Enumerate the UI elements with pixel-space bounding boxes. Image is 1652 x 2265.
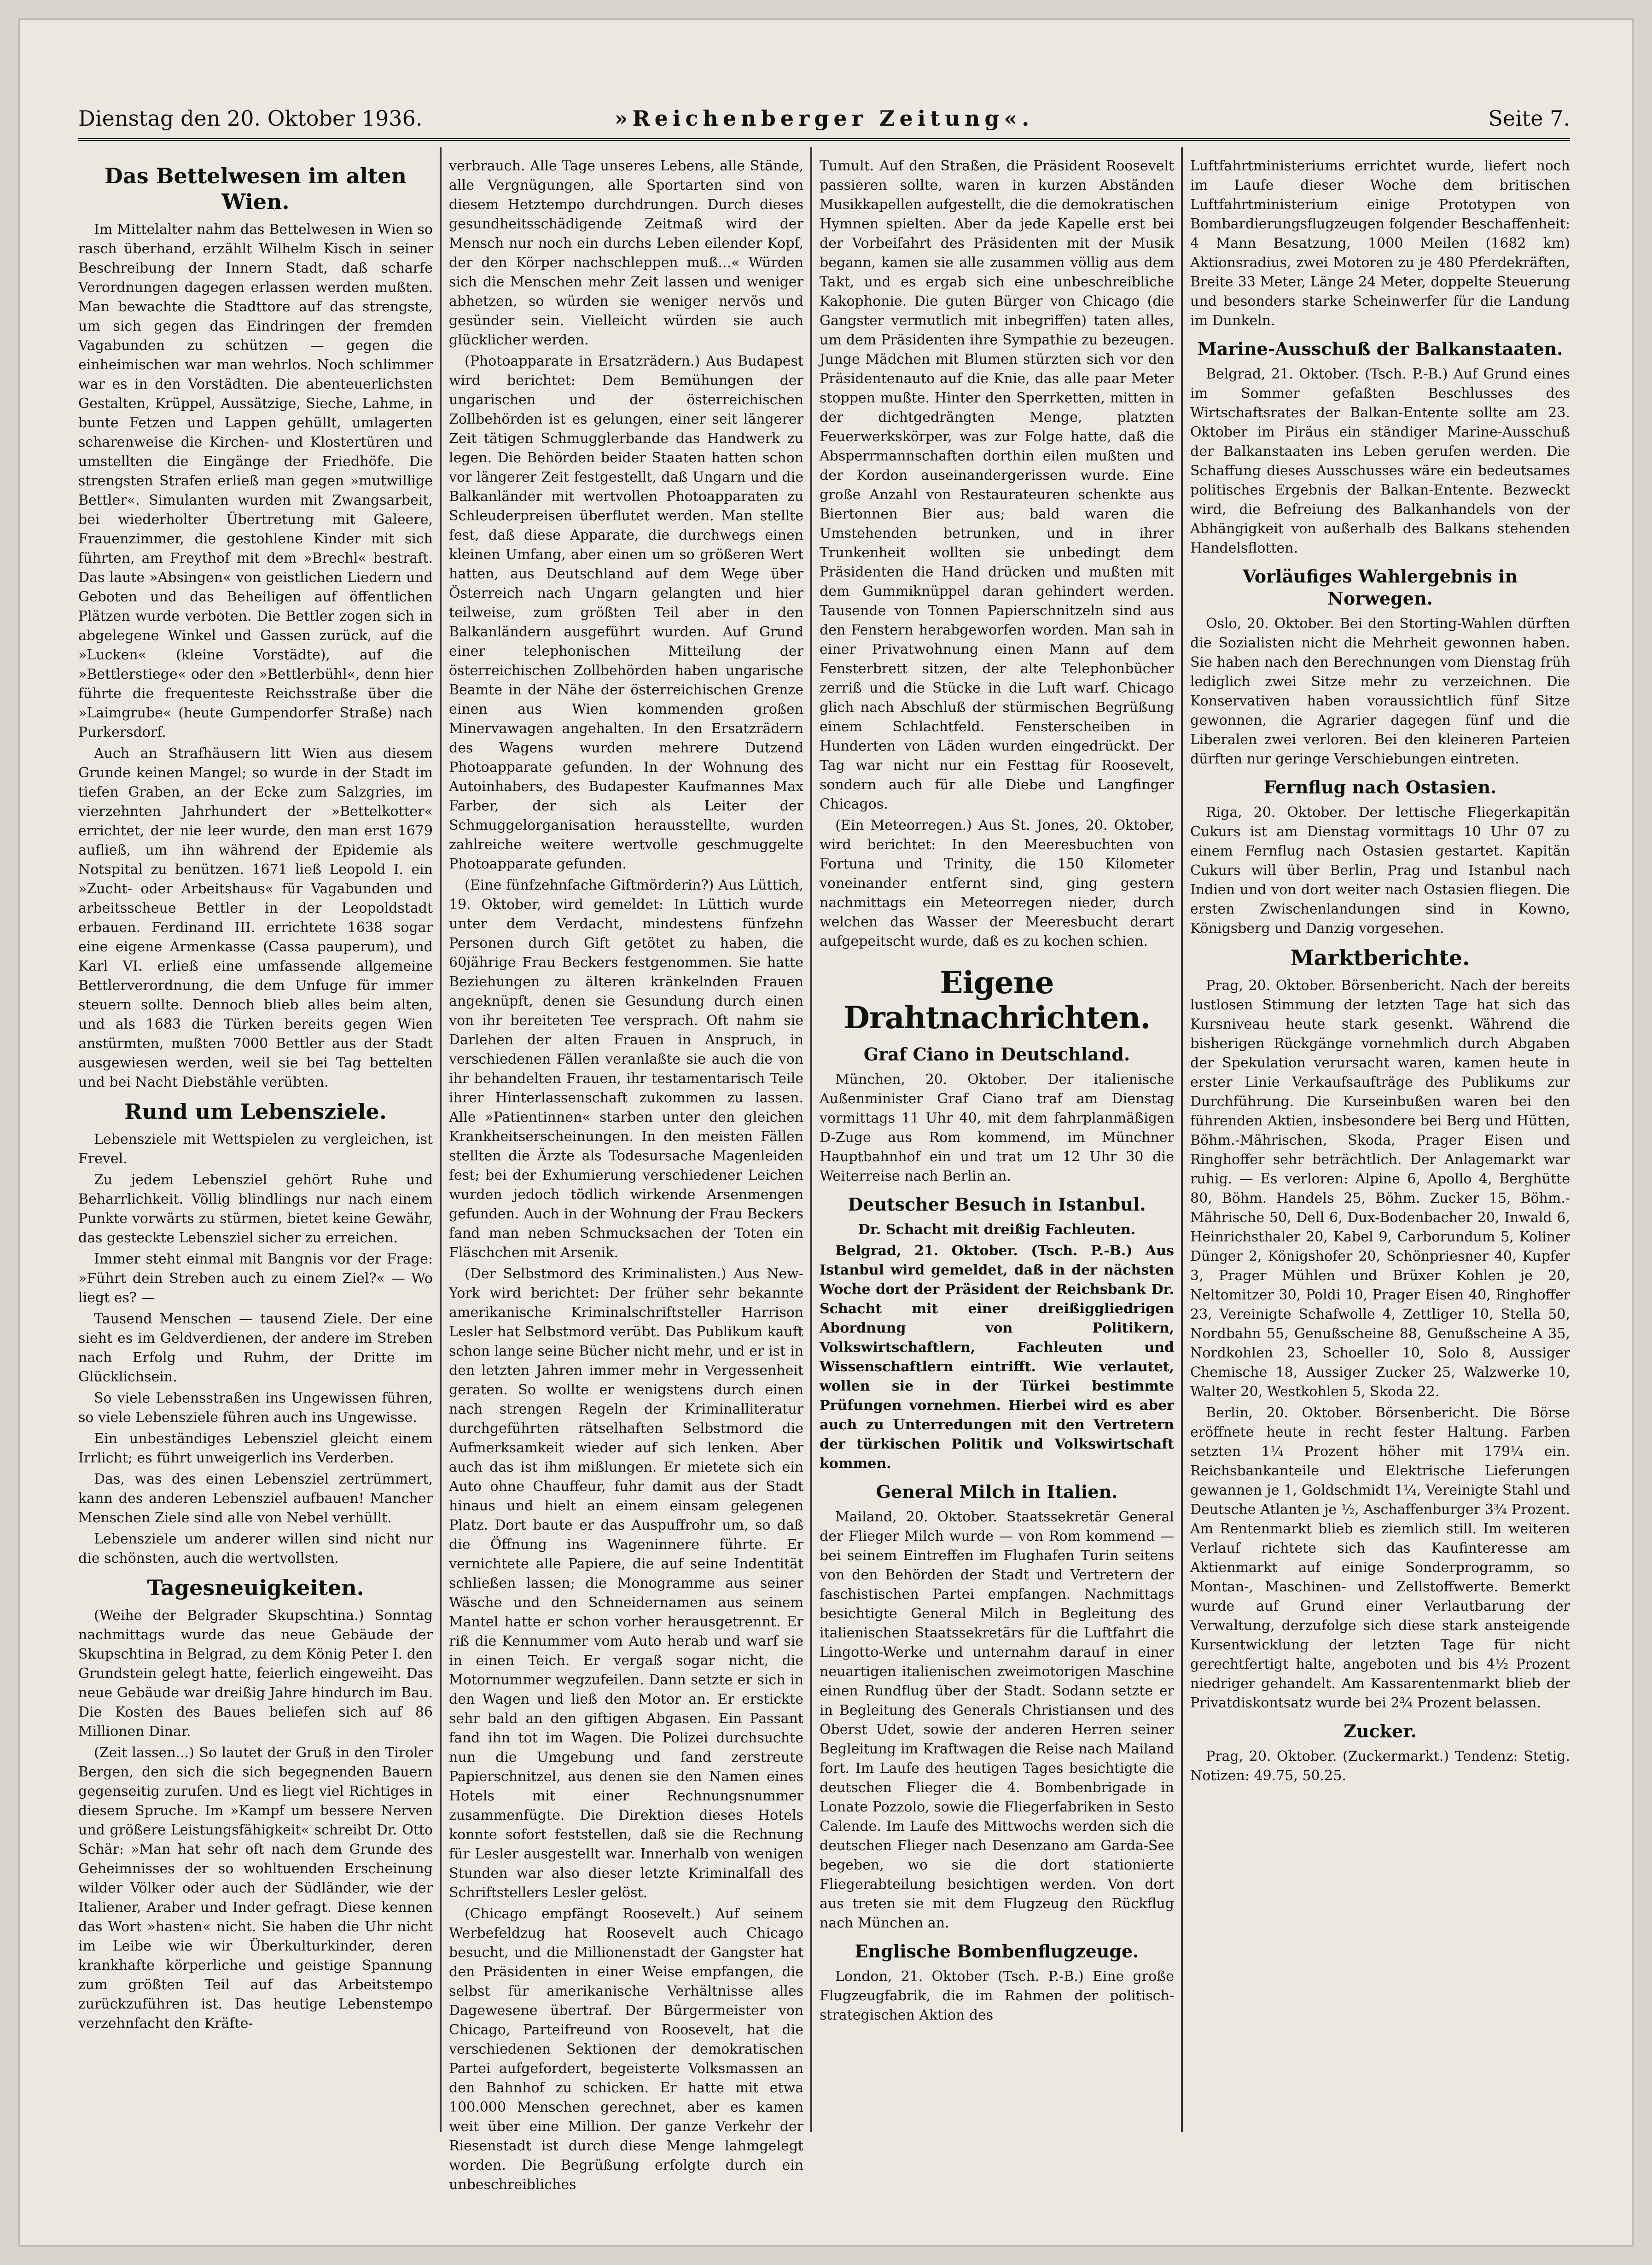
- article-paragraph: Immer steht einmal mit Bangnis vor der Frage: »Führt dein Streben auch zu einem Ziel?« — Wo liegt es? —: [78, 1251, 433, 1306]
- article-headline: Marine-Ausschuß der Balkanstaaten.: [1197, 338, 1563, 359]
- article-paragraph: verbrauch. Alle Tage unseres Lebens, alle Stände, alle Vergnügungen, alle Sportarten sind von diesem Hetztempo durchdrungen. Durch dieses gesundheitsschädigende Zeitmaß wird der Mensch nur noch ein durchs Leben eilender Kopf, der den Körper nachschleppen muß...« Würden sich die Menschen mehr Zeit lassen und weniger abhetzen, so würden sie weniger nervös und gesünder sein. Vielleicht würden sie auch glücklicher werden.: [449, 158, 803, 348]
- column-4: [1190, 157, 1570, 2137]
- article-headline: Vorläufiges Wahlergebnis in Norwegen.: [1242, 566, 1518, 609]
- article-paragraph: Luftfahrtministeriums errichtet wurde, liefert noch im Laufe dieser Woche dem britischen Luftfahrtministerium einige Prototypen von Bombardierungsflugzeugen folgender Beschaffenheit: 4 Mann Besatzung, 1000 Meilen (1682 km) Aktionsradius, zwei Motoren zu je 480 Pferdekräften, Breite 33 Meter, Länge 24 Meter, doppelte Steuerung und besonders starke Scheinwerfer für die Landung im Dunkeln.: [1190, 158, 1570, 329]
- article-paragraph: Tumult. Auf den Straßen, die Präsident Roosevelt passieren sollte, waren in kurzen Abständen Musikkapellen aufgestellt, die die demokratischen Hymnen spielten. Aber da jede Kapelle erst bei der Vorbeifahrt des Präsidenten mit der Musik begann, kamen sie alle zusammen völlig aus dem Takt, und es ergab sich eine unbeschreibliche Kakophonie. Die guten Bürger von Chicago (die Gangster vermutlich mit inbegriffen) taten alles, um dem Präsidenten ihre Sympathie zu bezeugen. Junge Mädchen mit Blumen stürzten sich vor den Präsidentenauto auf die Knie, das alle paar Meter stoppen mußte. Hinter den Sperrketten, mitten in der dichtgedrängten Menge, platzten Feuerwerkskörper, was zur Folge hatte, daß die Absperrmannschaften dorthin eilen mußten und der Kordon auseinandergerissen wurde. Eine große Anzahl von Restaurateuren schenkte aus Biertonnen Bier aus; bald waren die Umstehenden betrunken, und in ihrer Trunkenheit wollten sie unbedingt dem Präsidenten die Hand drücken und mußten mit dem Gummiknüppel daran gehindert werden. Tausende von Tonnen Papierschnitzeln sind aus den Fenstern herabgeworfen worden. Man sah in einer Privatwohnung einen Mann auf dem Fensterbrett sitzen, der alte Telephonbücher zerriß und die Stücke in die Luft warf. Chicago glich nach Abschluß der stürmischen Begrüßung einem Schlachtfeld. Fensterscheiben in Hunderten von Läden wurden eingedrückt. Der Tag war nicht nur ein Festtag für Roosevelt, sondern auch für alle Diebe und Langfinger Chicagos.: [820, 158, 1174, 812]
- article-headline: Rund um Lebensziele.: [124, 1099, 387, 1124]
- column-rule: [440, 147, 442, 2132]
- section-headline: Eigene Drahtnachrichten.: [843, 965, 1151, 1036]
- article-paragraph: Das, was des einen Lebensziel zertrümmert, kann des anderen Lebensziel aufbauen! Mancher Menschen Ziele sind alle von Nebel verhüllt.: [78, 1471, 433, 1526]
- page-number: Seite 7.: [1488, 106, 1570, 131]
- article-headline: Graf Ciano in Deutschland.: [863, 1044, 1130, 1065]
- article-paragraph: (Eine fünfzehnfache Giftmörderin?) Aus Lüttich, 19. Oktober, wird gemeldet: In Lüttich wurde unter dem Verdacht, mindestens fünfzehn Personen durch Gift getötet zu haben, die 60jährige Frau Beckers festgenommen. Sie hatte Beziehungen zu älteren kränkelnden Frauen angeknüpft, denen sie Gesundung durch einen von ihr bereiteten Tee versprach. Oft nahm sie Darlehen der alten Frauen in Anspruch, in verschiedenen Fällen veranlaßte sie auch die von ihr behandelten Frauen, ihr testamentarisch Teile ihrer Hinterlassenschaft zukommen zu lassen. Alle »Patientinnen« starben unter den gleichen Krankheitserscheinungen. In den meisten Fällen stellten die Ärzte als Todesursache Magenleiden fest; bei der Exhumierung verschiedener Leichen wurden jedoch tödlich wirkende Arsenmengen gefunden. Auch in der Wohnung der Frau Beckers fand man neben Schmucksachen der Toten ein Fläschchen mit Arsenik.: [449, 877, 803, 1261]
- article-paragraph: Prag, 20. Oktober. (Zuckermarkt.) Tendenz: Stetig. Notizen: 49.75, 50.25.: [1190, 1748, 1570, 1784]
- article-paragraph: (Chicago empfängt Roosevelt.) Auf seinem Werbefeldzug hat Roosevelt auch Chicago besucht, und die Millionenstadt der Gangster hat den Präsidenten in einer Weise empfangen, die selbst für amerikanische Verhältnisse alles Dagewesene übertraf. Der Bürgermeister von Chicago, Parteifreund von Roosevelt, hat die verschiedenen Sektionen der demokratischen Partei aufgefordert, begeisterte Volksmassen an den Bahnhof zu schicken. Er hatte mit etwa 100.000 Menschen gerechnet, aber es kamen weit über eine Million. Der ganze Verkehr der Riesenstadt ist durch diese Menge lahmgelegt worden. Die Begrüßung erfolgte durch ein unbeschreibliches: [449, 1906, 803, 2193]
- issue-date: Dienstag den 20. Oktober 1936.: [78, 106, 423, 131]
- article-headline: Das Bettelwesen im alten Wien.: [105, 163, 407, 214]
- newspaper-page: [18, 18, 1634, 2247]
- page-header: [78, 87, 1570, 141]
- article-headline: Zucker.: [1344, 1721, 1417, 1741]
- article-paragraph: Im Mittelalter nahm das Bettelwesen in Wien so rasch überhand, erzählt Wilhelm Kisch in seiner Beschreibung der Innern Stadt, daß scharfe Verordnungen dagegen erlassen werden mußten. Man bewachte die Stadttore auf das strengste, um sich gegen das Eindringen der fremden Vagabunden zu schützen — gegen die einheimischen war man wehrlos. Noch schlimmer war es in den Vorstädten. Die abenteuerlichsten Gestalten, Krüppel, Aussätzige, Sieche, Lahme, in bunte Fetzen und Lappen gehüllt, umlagerten scharenweise die Kirchen- und Klostertüren und umstellten die Eingänge der Friedhöfe. Die strengsten Strafen erließ man gegen »mutwillige Bettler«. Simulanten wurden mit Zwangsarbeit, bei wiederholter Übertretung mit Galeere, Frauenzimmer, die gestohlene Kinder mit sich führten, am Freythof mit dem »Brechl« bestraft. Das laute »Absingen« von geistlichen Liedern und Geboten und das Beheiligen auf öffentlichen Plätzen wurde verboten. Die Bettler zogen sich in abgelegene Winkel und Gassen zurück, auf die »Lucken« (kleine Vorstädte), auf die »Bettlerstiege« oder den »Bettlerbühl«, denn hier führte die frequenteste Reichsstraße über die »Laimgrube« (heute Gumpendorfer Straße) nach Purkersdorf.: [78, 221, 433, 740]
- article-paragraph: London, 21. Oktober (Tsch. P.-B.) Eine große Flugzeugfabrik, die im Rahmen der politisch-strategischen Aktion des: [820, 1968, 1174, 2023]
- article-paragraph: (Weihe der Belgrader Skupschtina.) Sonntag nachmittags wurde das neue Gebäude der Skupschtina in Belgrad, zu dem König Peter I. den Grundstein gelegt hatte, feierlich eingeweiht. Das neue Gebäude war dreißig Jahre hindurch im Bau. Die Kosten des Baues beliefen sich auf 86 Millionen Dinar.: [78, 1607, 433, 1740]
- article-paragraph: Auch an Strafhäusern litt Wien aus diesem Grunde keinen Mangel; so wurde in der Stadt im tiefen Graben, an der Ecke zum Salzgries, im vierzehnten Jahrhundert der »Bettelkotter« errichtet, der nie leer wurde, den man erst 1679 aufließ, um ihn während der Epidemie als Notspital zu benützen. 1671 ließ Leopold I. ein »Zucht- oder Arbeitshaus« für Vagabunden und arbeitsscheue Bettler in der Leopoldstadt erbauen. Ferdinand III. errichtete 1638 sogar eine eigene Armenkasse (Cassa pauperum), und Karl VI. erließ eine umfassende allgemeine Bettlerverordnung, die dem Unfuge für immer steuern sollte. Dennoch blieb alles beim alten, und als 1683 die Türken bereits gegen Wien anstürmten, mußten 7000 Bettler aus der Stadt ausgewiesen werden, weil sie bei Tag bettelten und bei Nacht Diebstähle verübten.: [78, 745, 433, 1090]
- article-paragraph: Belgrad, 21. Oktober. (Tsch. P.-B.) Aus Istanbul wird gemeldet, daß in der nächsten Woche dort der Präsident der Reichsbank Dr. Schacht mit einer dreißiggliedrigen Abordnung von Politikern, Volkswirtschaftlern, Fachleuten und Wissenschaftlern eintrifft. Wie verlautet, wollen sie in der Türkei bestimmte Prüfungen vornehmen. Hierbei wird es aber auch zu Unterredungen mit den Vertretern der türkischen Politik und Volkswirtschaft kommen.: [820, 1243, 1174, 1472]
- article-paragraph: Riga, 20. Oktober. Der lettische Fliegerkapitän Cukurs ist am Dienstag vormittags 10 Uhr 07 zu einem Fernflug nach Ostasien gestartet. Kapitän Cukurs will über Berlin, Prag und Istanbul nach Indien und von dort weiter nach Ostasien fliegen. Die ersten Zwischenlandungen sind in Kowno, Königsberg und Danzig vorgesehen.: [1190, 804, 1570, 937]
- newspaper-title: »Reichenberger Zeitung«.: [614, 106, 1034, 131]
- article-paragraph: So viele Lebensstraßen ins Ungewissen führen, so viele Lebensziele führen auch ins Ungewisse.: [78, 1390, 433, 1426]
- article-paragraph: (Zeit lassen...) So lautet der Gruß in den Tiroler Bergen, den sich die sich begegnenden Bauern gegenseitig zurufen. Und es liegt viel Richtiges in diesem Spruche. Im »Kampf um bessere Nerven und größere Leistungsfähigkeit« schreibt Dr. Otto Schär: »Man hat sehr oft nach dem Grunde des Geheimnisses der so wohltuenden Erscheinung wilder Völker oder auch der Südländer, wie der Italiener, Araber und Inder gefragt. Diese kennen das Wort »hasten« nicht. Sie haben die Uhr nicht im Leibe wie wir Überkulturkinder, deren krankhafte körperliche und geistige Spannung zum größten Teil auf das Arbeitstempo zurückzuführen ist. Das heutige Lebenstempo verzehnfacht den Kräfte-: [78, 1745, 433, 2032]
- section-headline: Tagesneuigkeiten.: [147, 1575, 364, 1600]
- article-paragraph: Ein unbeständiges Lebensziel gleicht einem Irrlicht; es führt unweigerlich ins Verderben.: [78, 1431, 433, 1466]
- article-paragraph: Prag, 20. Oktober. Börsenbericht. Nach der bereits lustlosen Stimmung der letzten Tage hat sich das Kursniveau heute stark gesenkt. Während die bisherigen Rückgänge vornehmlich durch Abgaben der Spekulation verursacht waren, kamen heute in erster Linie Verkaufsaufträge des Publikums zur Durchführung. Die Kurseinbußen waren bei den führenden Aktien, insbesondere bei Berg und Hütten, Böhm.-Mährischen, Skoda, Prager Eisen und Ringhoffer sehr beträchtlich. Der Anlagemarkt war ruhig. — Es verloren: Alpine 6, Apollo 4, Berghütte 80, Böhm. Handels 25, Böhm. Zucker 15, Böhm.-Mährische 50, Dell 6, Dux-Bodenbacher 20, Inwald 6, Heinrichsthaler 20, Kabel 9, Carborundum 5, Koliner Dünger 2, Königshofer 20, Schönpriesner 40, Kupfer 3, Prager Mühlen und Brüxer Kohlen je 20, Neltomitzer 30, Poldi 10, Prager Eisen 40, Ringhoffer 23, Vereinigte Schafwolle 4, Zettliger 10, Stella 50, Nordbahn 55, Genußscheine 88, Genußscheine A 35, Nordkohlen 23, Schoeller 10, Solo 8, Aussiger Chemische 18, Aussiger Zucker 25, Walzwerke 10, Walter 20, Westkohlen 5, Skoda 22.: [1190, 978, 1570, 1400]
- article-paragraph: (Photoapparate in Ersatzrädern.) Aus Budapest wird berichtet: Dem Bemühungen der ungarischen und der österreichischen Zollbehörden ist es gelungen, einer seit längerer Zeit tätigen Schmugglerbande das Handwerk zu legen. Die Behörden beider Staaten hatten schon vor längerer Zeit festgestellt, daß Ungarn und die Balkanländer mit wertvollen Photoapparaten zu Schleuderpreisen überflutet werden. Man stellte fest, daß diese Apparate, die durchwegs einen kleinen Umfang, aber einen um so größeren Wert hatten, aus Deutschland auf dem Wege über Österreich nach Ungarn gelangten und hier teilweise, zum größten Teil aber in den Balkanländern ausgeführt wurden. Auf Grund einer telephonischen Mitteilung der österreichischen Zollbehörden haben ungarische Beamte in der Nähe der österreichischen Grenze einen aus Wien kommenden großen Minervawagen angehalten. In den Ersatzrädern des Wagens wurden mehrere Dutzend Photoapparate gefunden. In der Wohnung des Autoinhabers, des Budapester Kaufmannes Max Farber, der sich als Leiter der Schmuggelorganisation herausstellte, wurden zahlreiche weitere wertvolle geschmuggelte Photoapparate gefunden.: [449, 353, 803, 872]
- article-paragraph: Mailand, 20. Oktober. Staatssekretär General der Flieger Milch wurde — von Rom kommend — bei seinem Eintreffen im Flughafen Turin seitens von den Behörden der Stadt und Vertretern der faschistischen Partei empfangen. Nachmittags besichtigte General Milch in Begleitung des italienischen Staatssekretärs für die Luftfahrt die Lingotto-Werke und unternahm darauf in einer neuartigen italienischen zweimotorigen Maschine einen Rundflug über der Stadt. Sodann setzte er in Begleitung des Generals Christiansen und des Oberst Udet, sowie der anderen Herren seiner Begleitung im Kraftwagen die Reise nach Mailand fort. Im Laufe des heutigen Tages besichtigte die deutschen Flieger die 4. Bombenbrigade in Lonate Pozzolo, sowie die Fliegerfabriken in Sesto Calende. Im Laufe des Mittwochs werden sich die deutschen Flieger nach Desenzano am Garda-See begeben, wo sie die dort stationierte Fliegerabteilung besichtigen werden. Von dort aus treten sie mit dem Flugzeug den Rückflug nach München an.: [820, 1509, 1174, 1931]
- article-paragraph: Lebensziele mit Wettspielen zu vergleichen, ist Frevel.: [78, 1131, 433, 1167]
- article-headline: Englische Bombenflugzeuge.: [855, 1941, 1139, 1962]
- article-paragraph: Oslo, 20. Oktober. Bei den Storting-Wahlen dürften die Sozialisten nicht die Mehrheit gewonnen haben. Sie haben nach den Berechnungen vom Dienstag früh lediglich zwei Sitze mehr zu verzeichnen. Die Konservativen haben voraussichtlich fünf Sitze gewonnen, die Agrarier dagegen fünf und die Liberalen zwei verloren. Bei den kleineren Parteien dürften nur geringe Verschiebungen eintreten.: [1190, 616, 1570, 767]
- article-headline: Deutscher Besuch in Istanbul.: [848, 1194, 1146, 1215]
- article-paragraph: (Ein Meteorregen.) Aus St. Jones, 20. Oktober, wird berichtet: In den Meeresbuchten von Fortuna und Trinity, die 150 Kilometer voneinander entfernt sind, ging gestern nachmittags ein Meteorregen nieder, durch welchen das Wasser der Meeresbucht derart aufgepeitscht wurde, daß es zu kochen schien.: [820, 817, 1174, 949]
- column-2: [449, 157, 803, 2193]
- column-rule: [810, 147, 812, 2132]
- article-paragraph: Berlin, 20. Oktober. Börsenbericht. Die Börse eröffnete heute in recht fester Haltung. Farben setzten 1¼ Prozent höher mit 179¼ ein. Reichsbankanteile und Elektrische Lieferungen gewannen je 1, Goldschmidt 1¼, Vereinigte Stahl und Deutsche Atlanten je ½, Aschaffenburger 3¾ Prozent. Am Rentenmarkt blieb es ziemlich still. Im weiteren Verlauf richtete sich das Kaufinteresse am Aktienmarkt auf einige Sonderprogramm, so Montan-, Maschinen- und Zellstoffwerte. Bemerkt wurde auf Grund einer Verlautbarung der Verwaltung, derzufolge sich diese stark ansteigende Kursentwicklung der letzten Tage für nicht gerechtfertigt halte, angeboten und bis 4½ Prozent niedriger gehandelt. Am Kassarentenmarkt blieb der Privatdiskontsatz wurde bei 2¾ Prozent belassen.: [1190, 1405, 1570, 1711]
- article-paragraph: (Der Selbstmord des Kriminalisten.) Aus New-York wird berichtet: Der früher sehr bekannte amerikanische Kriminalschriftsteller Harrison Lesler hat Selbstmord verübt. Das Publikum kauft schon lange seine Bücher nicht mehr, und er ist in den letzten Jahren immer mehr in Vergessenheit geraten. So wollte er wenigstens durch einen nach strengen Regeln der Kriminalliteratur durchgeführten rätselhaften Selbstmord die Aufmerksamkeit wieder auf sich lenken. Aber auch das ist ihm mißlungen. Er mietete sich ein Auto ohne Chauffeur, fuhr damit aus der Stadt hinaus und hielt an einem einsam gelegenen Platz. Dort baute er das Auspuffrohr um, so daß die Öffnung ins Wageninnere führte. Er vernichtete alle Papiere, die auf seine Indentität schließen lassen; die Monogramme aus seiner Wäsche und den Schneidernamen aus seinem Mantel hatte er schon vorher herausgetrennt. Er riß die Kennummer vom Auto herab und warf sie in einen Teich. Er vergaß sogar nicht, die Motornummer wegzufeilen. Dann setzte er sich in den Wagen und ließ den Motor an. Er erstickte sehr bald an den giftigen Abgasen. Ein Passant fand ihn tot im Wagen. Die Polizei durchsuchte nun die Umgebung und fand zerstreute Papierschnitzel, aus denen sie den Namen eines Hotels mit einer Rechnungsnummer zusammenfügte. Die Direktion dieses Hotels konnte sofort feststellen, daß sie die Rechnung für Lesler ausgestellt war. Innerhalb von wenigen Stunden war also dieser letzte Kriminalfall des Schriftstellers Lesler gelöst.: [449, 1266, 803, 1901]
- column-rule: [1181, 147, 1183, 2132]
- article-subheadline: Dr. Schacht mit dreißig Fachleuten.: [858, 1222, 1136, 1238]
- article-paragraph: Zu jedem Lebensziel gehört Ruhe und Beharrlichkeit. Völlig blindlings nur nach einem Punkte vorwärts zu stürmen, bietet keine Gewähr, das gesteckte Lebensziel sicher zu erreichen.: [78, 1172, 433, 1246]
- article-headline: Fernflug nach Ostasien.: [1263, 777, 1497, 798]
- article-headline: General Milch in Italien.: [876, 1481, 1118, 1502]
- article-paragraph: Lebensziele um anderer willen sind nicht nur die schönsten, auch die wertvollsten.: [78, 1531, 433, 1566]
- column-1: [78, 157, 433, 2137]
- article-paragraph: München, 20. Oktober. Der italienische Außenminister Graf Ciano traf am Dienstag vormittags 11 Uhr 40, mit dem fahrplanmäßigen D-Zuge aus Rom kommend, im Münchner Hauptbahnhof ein und trat um 12 Uhr 30 die Weiterreise nach Berlin an.: [820, 1071, 1174, 1184]
- article-paragraph: Belgrad, 21. Oktober. (Tsch. P.-B.) Auf Grund eines im Sommer gefaßten Beschlusses des Wirtschaftsrates der Balkan-Entente sollte am 23. Oktober im Piräus ein ständiger Marine-Ausschuß der Balkanstaaten ins Leben gerufen werden. Die Schaffung dieses Ausschusses wäre ein bedeutsames politisches Ergebnis der Balkan-Entente. Bezweckt wird, die Befreiung des Balkanhandels von der Abhängigkeit von außerhalb des Balkans stehenden Handelsflotten.: [1190, 366, 1570, 556]
- column-3: [820, 157, 1174, 2137]
- section-headline: Marktberichte.: [1290, 945, 1470, 970]
- article-paragraph: Tausend Menschen — tausend Ziele. Der eine sieht es im Geldverdienen, der andere im Streben nach Erfolg und Ruhm, der Dritte im Glücklichsein.: [78, 1311, 433, 1385]
